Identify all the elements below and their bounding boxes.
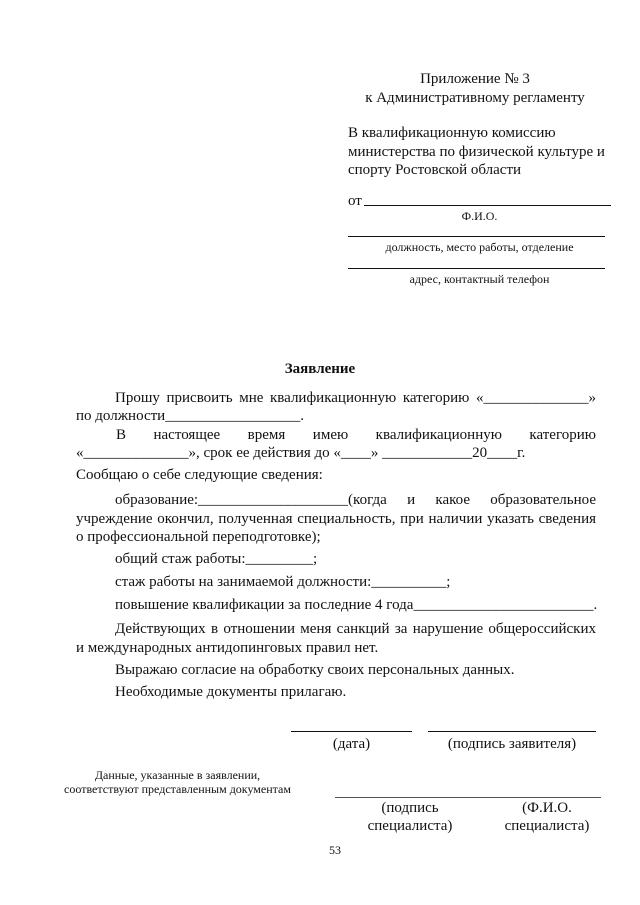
education-line-2: учреждение окончил, полученная специальность, при наличии указать сведения: [76, 511, 596, 527]
verification-line-2: соответствуют представленным документам: [64, 782, 291, 796]
date-caption: (дата): [332, 736, 371, 752]
recipient-line-1: В квалификационную комиссию: [348, 125, 556, 141]
education-line-3: о профессиональной переподготовке);: [76, 529, 321, 545]
position-caption: должность, место работы, отделение: [385, 240, 574, 254]
sanctions-line-2: и международных антидопинговых правил нет.: [76, 640, 379, 656]
documents-statement: Необходимые документы прилагаю.: [115, 684, 347, 700]
appendix-line-2: к Административному регламенту: [365, 90, 585, 106]
position-experience: стаж работы на занимаемой должности:__________;: [115, 574, 451, 590]
date-field-line: [291, 731, 412, 732]
specialist-fio-caption-2: специалиста): [504, 818, 590, 834]
from-label: от: [348, 193, 362, 209]
consent-statement: Выражаю согласие на обработку своих персональных данных.: [115, 662, 515, 678]
word-vremya: время: [247, 427, 286, 443]
word-nastoyashchee: настоящее: [153, 427, 221, 443]
fio-field-line: [364, 205, 611, 206]
recipient-line-2: министерства по физической культуре и: [348, 144, 605, 160]
total-experience: общий стаж работы:_________;: [115, 551, 318, 567]
position-field-line: [348, 236, 605, 237]
qualification-upgrade: повышение квалификации за последние 4 года________________________.: [115, 597, 598, 613]
education-line-1: образование:____________________(когда и какое образовательное: [115, 492, 596, 508]
document-title: Заявление: [284, 361, 356, 377]
address-field-line: [348, 268, 605, 269]
applicant-signature-line: [428, 731, 596, 732]
verification-line-1: Данные, указанные в заявлении,: [94, 768, 261, 782]
sanctions-line-1: Действующих в отношении меня санкций за нарушение общероссийских: [115, 621, 596, 637]
info-intro: Сообщаю о себе следующие сведения:: [76, 467, 323, 483]
specialist-fio-caption-1: (Ф.И.О.: [522, 800, 572, 816]
page-number: 53: [329, 843, 341, 857]
current-category-line-2: «______________», срок ее действия до «____» ____________20____г.: [76, 445, 526, 461]
specialist-signature-caption-2: специалиста): [367, 818, 453, 834]
word-imeyu: имею: [312, 427, 349, 443]
word-v: В: [116, 427, 127, 443]
recipient-line-3: спорту Ростовской области: [348, 162, 522, 178]
address-caption: адрес, контактный телефон: [409, 272, 550, 286]
specialist-field-line: [335, 797, 601, 798]
word-kategoriyu: категорию: [529, 427, 596, 443]
request-line-2: по должности__________________.: [76, 408, 304, 424]
current-category-line-1: [76, 426, 596, 444]
applicant-signature-caption: (подпись заявителя): [447, 736, 577, 752]
fio-caption: Ф.И.О.: [461, 209, 498, 223]
specialist-signature-caption-1: (подпись: [381, 800, 439, 816]
appendix-line-1: Приложение № 3: [420, 71, 530, 87]
request-line-1: Прошу присвоить мне квалификационную категорию «______________»: [115, 390, 596, 406]
word-kvalifikatsionnuyu: квалификационную: [375, 427, 502, 443]
